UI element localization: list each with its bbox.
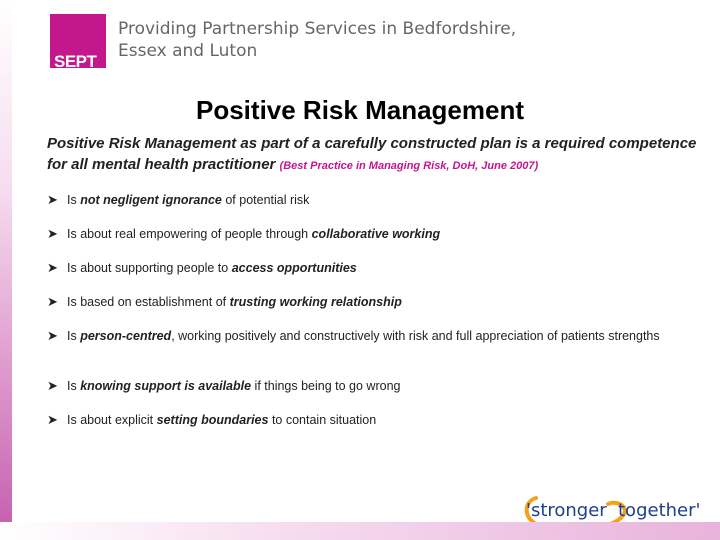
arrowhead-bullet-icon: ➤ (47, 328, 58, 343)
bullet-text-emphasis: trusting working relationship (229, 295, 402, 309)
bullet-text-plain: Is based on establishment of (67, 295, 230, 309)
slogan-word-2: together' (618, 500, 701, 521)
bullet-text-plain: Is (67, 193, 81, 207)
left-gradient-bar (0, 0, 12, 540)
bullet-text-plain: if things being to go wrong (251, 379, 401, 393)
slide-title: Positive Risk Management (196, 95, 524, 125)
intro-text: Positive Risk Management as part of a carefully constructed plan is a required competence for all mental health practitioner (47, 135, 697, 173)
bullet-text-emphasis: setting boundaries (156, 413, 269, 427)
intro-reference: (Best Practice in Managing Risk, DoH, June 2007) (279, 160, 539, 172)
organization-tagline (118, 18, 516, 62)
bottom-gradient-band (0, 522, 720, 540)
bullet-text-emphasis: not negligent ignorance (80, 193, 222, 207)
sept-logo-text: SEPT (54, 52, 97, 71)
bullet-text-plain: Is (67, 329, 81, 343)
bullet-text-emphasis: access opportunities (231, 261, 357, 275)
arrowhead-bullet-icon: ➤ (47, 412, 58, 427)
bullet-text-plain: Is about real empowering of people through (67, 227, 312, 241)
bullet-text-plain: to contain situation (268, 413, 377, 427)
bullet-text (67, 226, 687, 242)
bullet-text (67, 412, 687, 428)
list-item (47, 294, 687, 310)
bullet-text (67, 260, 687, 276)
arrowhead-bullet-icon: ➤ (47, 378, 58, 393)
slogan-word-1: 'stronger (526, 500, 607, 521)
list-item (47, 192, 687, 208)
bullet-text-plain: Is about supporting people to (67, 261, 232, 275)
bullet-text (67, 192, 687, 208)
arrowhead-bullet-icon: ➤ (47, 192, 58, 207)
bullet-text-emphasis: person-centred (80, 329, 172, 343)
list-item (47, 260, 687, 276)
bullet-text-plain: , working positively and constructively with risk and full appreciation of patients strengths (171, 329, 660, 343)
list-item (47, 412, 687, 428)
tagline-line-2: Essex and Luton (118, 41, 258, 61)
intro-paragraph (47, 133, 697, 177)
arrowhead-bullet-icon: ➤ (47, 294, 58, 309)
list-item (47, 226, 687, 242)
list-item (47, 378, 687, 394)
bullet-text-emphasis: collaborative working (311, 227, 441, 241)
tagline-line-1: Providing Partnership Services in Bedfordshire, (118, 19, 517, 39)
bullet-text-plain: Is (67, 379, 81, 393)
list-item (47, 328, 687, 344)
bullet-text (67, 328, 687, 344)
bullet-text (67, 294, 687, 310)
arrowhead-bullet-icon: ➤ (47, 226, 58, 241)
bullet-text-emphasis: knowing support is available (80, 379, 252, 393)
sept-logo (50, 14, 106, 71)
bullet-text-plain: Is about explicit (67, 413, 157, 427)
bullet-text-plain: of potential risk (221, 193, 310, 207)
arrowhead-bullet-icon: ➤ (47, 260, 58, 275)
bullet-text (67, 378, 687, 394)
